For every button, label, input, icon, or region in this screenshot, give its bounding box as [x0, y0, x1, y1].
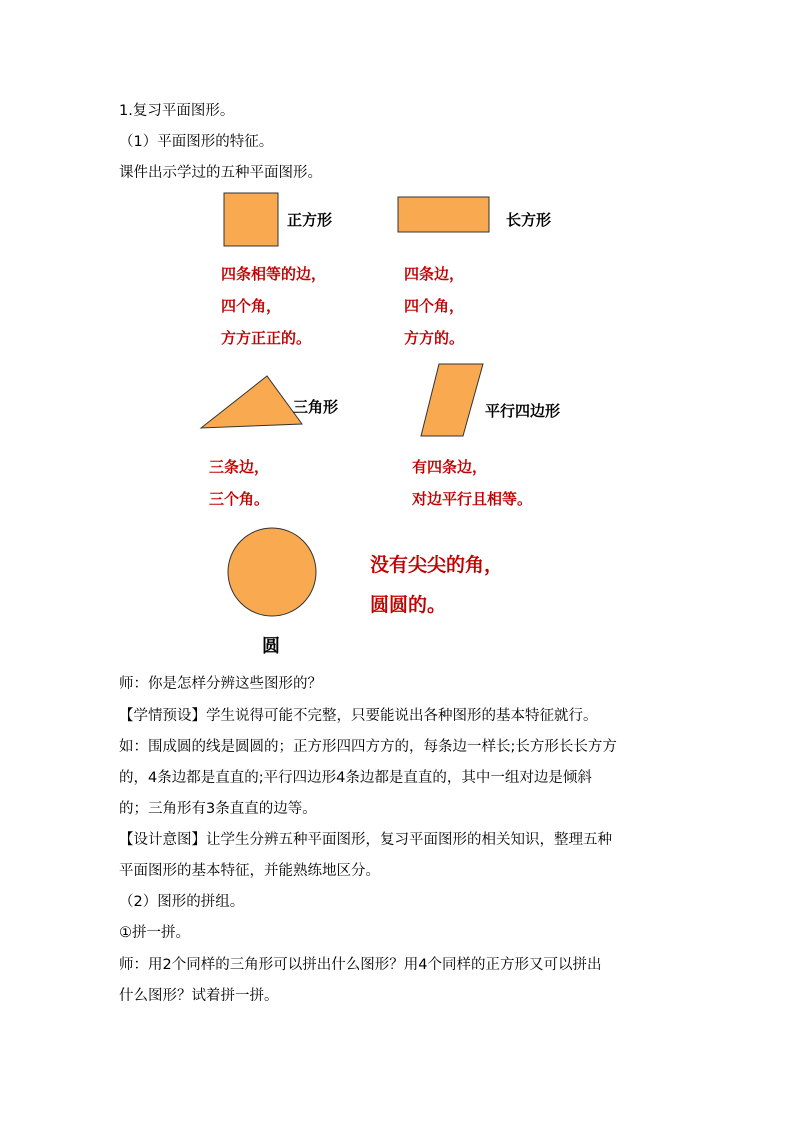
trait-line: 四个角，: [221, 297, 282, 315]
square-traits: [221, 258, 326, 354]
trait-line: 四个角，: [404, 297, 465, 315]
trait-line: 四条相等的边，: [221, 265, 327, 283]
square-label: 正方形: [287, 211, 333, 229]
activity-item: ①拼一拼。: [119, 925, 190, 941]
trait-line: 没有尖尖的角，: [370, 554, 504, 576]
rectangle-label: 长方形: [506, 211, 552, 229]
student-preset: 的，4条边都是直直的;平行四边形4条边都是直直的，其中一组对边是倾斜: [119, 770, 592, 786]
triangle-label: 三角形: [293, 398, 339, 416]
trait-line: 方方的。: [404, 329, 465, 347]
circle-traits: [370, 545, 503, 625]
rectangle-traits: [404, 258, 464, 354]
trait-line: 三条边，: [209, 458, 270, 476]
student-preset: 如：围成圆的线是圆圆的；正方形四四方方的，每条边一样长;长方形长长方方: [119, 739, 617, 755]
teacher-question: 师：用2个同样的三角形可以拼出什么图形？用4个同样的正方形又可以拼出: [119, 957, 602, 973]
trait-line: 方方正正的。: [221, 329, 312, 347]
rectangle-shape: [397, 196, 490, 233]
student-preset: 的；三角形有3条直直的边等。: [119, 801, 317, 817]
parallelogram-shape: [419, 362, 485, 438]
trait-line: 圆圆的。: [370, 594, 447, 616]
teacher-question: 什么图形？试着拼一拼。: [119, 988, 279, 1004]
student-preset: 【学情预设】学生说得可能不完整，只要能说出各种图形的基本特征就行。: [119, 708, 598, 724]
section-heading: 1.复习平面图形。: [119, 103, 235, 119]
design-intent: 【设计意图】让学生分辨五种平面图形，复习平面图形的相关知识，整理五种: [119, 832, 612, 848]
subsection-heading: （1）平面图形的特征。: [119, 134, 274, 150]
circle-label: 圆: [262, 636, 280, 657]
intro-text: 课件出示学过的五种平面图形。: [119, 165, 322, 181]
trait-line: 有四条边，: [412, 458, 488, 476]
trait-line: 四条边，: [404, 265, 465, 283]
trait-line: 三个角。: [209, 490, 270, 508]
square-shape: [223, 192, 279, 247]
triangle-traits: [209, 451, 269, 515]
parallelogram-label: 平行四边形: [485, 402, 561, 420]
triangle-shape: [198, 374, 304, 430]
circle-shape: [226, 526, 318, 618]
design-intent: 平面图形的基本特征，并能熟练地区分。: [119, 863, 380, 879]
parallelogram-traits: [412, 451, 532, 515]
subsection-heading: （2）图形的拼组。: [119, 894, 245, 910]
trait-line: 对边平行且相等。: [412, 490, 533, 508]
teacher-question: 师：你是怎样分辨这些图形的？: [119, 676, 322, 692]
